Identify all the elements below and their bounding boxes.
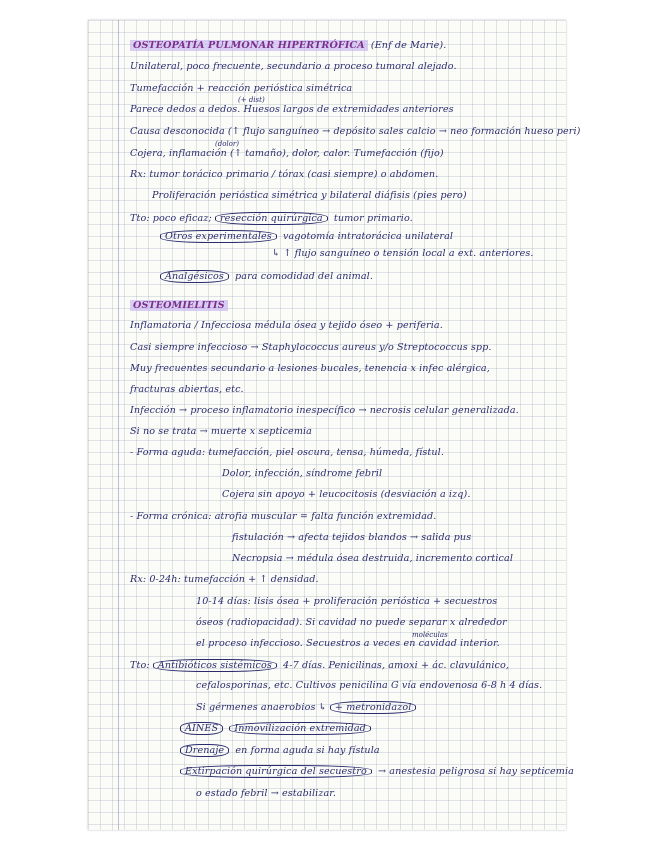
note-line: [130, 320, 443, 331]
section-title: OSTEOPATÍA PULMONAR HIPERTRÓFICA: [130, 40, 368, 51]
circled-term: Antibióticos sistémicos: [153, 659, 277, 672]
note-line: [196, 617, 507, 628]
note-line: [232, 553, 513, 564]
note-line: [130, 126, 580, 137]
circled-term: Inmovilización extremidad: [229, 722, 371, 735]
note-text: Si gérmenes anaerobios ↳: [196, 702, 327, 713]
note-line: [152, 190, 467, 201]
note-text: Si no se trata → muerte x septicemia: [130, 426, 313, 437]
note-line: [180, 765, 574, 778]
note-line: [130, 426, 312, 437]
margin-line: [118, 20, 119, 830]
section-title: OSTEOMIELITIS: [130, 300, 228, 311]
circled-term: AINES: [180, 722, 223, 735]
note-text: Proliferación perióstica simétrica y bilateral diáfisis (pies pero): [152, 190, 467, 201]
note-text: Cojera, inflamación (↑ tamaño), dolor, calor. Tumefacción (fijo): [130, 148, 444, 159]
note-text: fistulación → afecta tejidos blandos → salida pus: [232, 532, 472, 543]
note-text: cefalosporinas, etc. Cultivos penicilina G vía endovenosa 6-8 h 4 días.: [196, 680, 543, 691]
note-line: [130, 40, 446, 51]
note-line: [130, 447, 444, 458]
note-line: [130, 169, 438, 180]
note-line: [222, 468, 382, 479]
note-text: Casi siempre infeccioso → Staphylococcus aureus y/o Streptococcus spp.: [130, 342, 492, 353]
note-line: [196, 701, 419, 714]
note-text: Unilateral, poco frecuente, secundario a proceso tumoral alejado.: [130, 61, 457, 72]
note-text: vagotomía intratorácica unilateral: [282, 231, 454, 242]
note-line: [130, 342, 492, 353]
note-line: [232, 532, 471, 543]
note-line: [130, 61, 457, 72]
circled-term: Otros experimentales: [160, 230, 277, 243]
note-line: [130, 384, 244, 395]
note-text: Muy frecuentes secundario a lesiones bucales, tenencia x infec alérgica,: [130, 363, 490, 374]
note-line: [160, 230, 453, 243]
note-text: ↳ ↑ flujo sanguíneo o tensión local a ext. anteriores.: [272, 248, 534, 259]
superscript-annotation: (+ dist): [238, 96, 265, 104]
superscript-annotation: moléculas: [412, 631, 448, 639]
circled-term: Analgésicos: [160, 270, 229, 283]
note-text: Parece dedos a dedos. Huesos largos de extremidades anteriores: [130, 104, 454, 115]
note-line: [130, 212, 413, 225]
note-text: Causa desconocida (↑ flujo sanguíneo → depósito sales calcio → neo formación hueso peri): [130, 126, 581, 137]
note-text: - Forma aguda: tumefacción, piel oscura, tensa, húmeda, fístul.: [130, 447, 444, 458]
note-line: [196, 596, 497, 607]
note-line: [272, 248, 534, 259]
note-text: para comodidad del animal.: [235, 271, 373, 282]
note-text: Infección → proceso inflamatorio inespecífico → necrosis celular generalizada.: [130, 405, 519, 416]
circled-term: resección quirúrgica: [215, 212, 328, 225]
note-text: Dolor, infección, síndrome febril: [222, 468, 383, 479]
note-line: [130, 405, 519, 416]
superscript-annotation: (dolor): [215, 140, 239, 148]
note-text: tumor primario.: [333, 213, 413, 224]
note-line: [130, 83, 352, 94]
note-text: el proceso infeccioso. Secuestros a veces en cavidad interior.: [196, 638, 500, 649]
note-line: [130, 659, 509, 672]
note-text: o estado febril → estabilizar.: [196, 788, 337, 799]
note-text: fracturas abiertas, etc.: [130, 384, 244, 395]
note-text: Rx: tumor torácico primario / tórax (casi siempre) o abdomen.: [130, 169, 439, 180]
circled-term: + metronidazol: [330, 701, 417, 714]
note-text: Tto: poco eficaz;: [130, 213, 212, 224]
note-text: Cojera sin apoyo + leucocitosis (desviación a izq).: [222, 489, 471, 500]
note-text: Tumefacción + reacción perióstica simétrica: [130, 83, 353, 94]
note-line: [160, 270, 373, 283]
note-text: (Enf de Marie).: [370, 40, 447, 51]
note-line: [196, 788, 336, 799]
note-line: [130, 148, 444, 159]
note-text: → anestesia peligrosa si hay septicemia: [378, 766, 574, 777]
note-line: [130, 511, 436, 522]
note-text: - Forma crónica: atrofia muscular = falta función extremidad.: [130, 511, 437, 522]
note-line: [196, 638, 500, 649]
circled-term: Drenaje: [180, 744, 229, 757]
circled-term: Extirpación quirúrgica del secuestro: [180, 765, 372, 778]
note-line: [130, 104, 454, 115]
note-text: Tto:: [130, 660, 150, 671]
note-text: Necropsia → médula ósea destruida, incremento cortical: [232, 553, 514, 564]
note-line: [180, 722, 374, 735]
note-line: [130, 574, 319, 585]
note-line: [222, 489, 471, 500]
note-text: 10-14 días: lisis ósea + proliferación perióstica + secuestros: [196, 596, 498, 607]
note-text: óseos (radiopacidad). Si cavidad no puede separar x alrededor: [196, 617, 507, 628]
note-text: 4-7 días. Penicilinas, amoxi + ác. clavulánico,: [283, 660, 510, 671]
note-text: en forma aguda si hay fístula: [235, 745, 380, 756]
note-line: [180, 744, 380, 757]
note-line: [130, 300, 228, 311]
note-text: Rx: 0-24h: tumefacción + ↑ densidad.: [130, 574, 319, 585]
note-line: [196, 680, 542, 691]
note-line: [130, 363, 490, 374]
note-text: Inflamatoria / Infecciosa médula ósea y tejido óseo + periferia.: [130, 320, 443, 331]
